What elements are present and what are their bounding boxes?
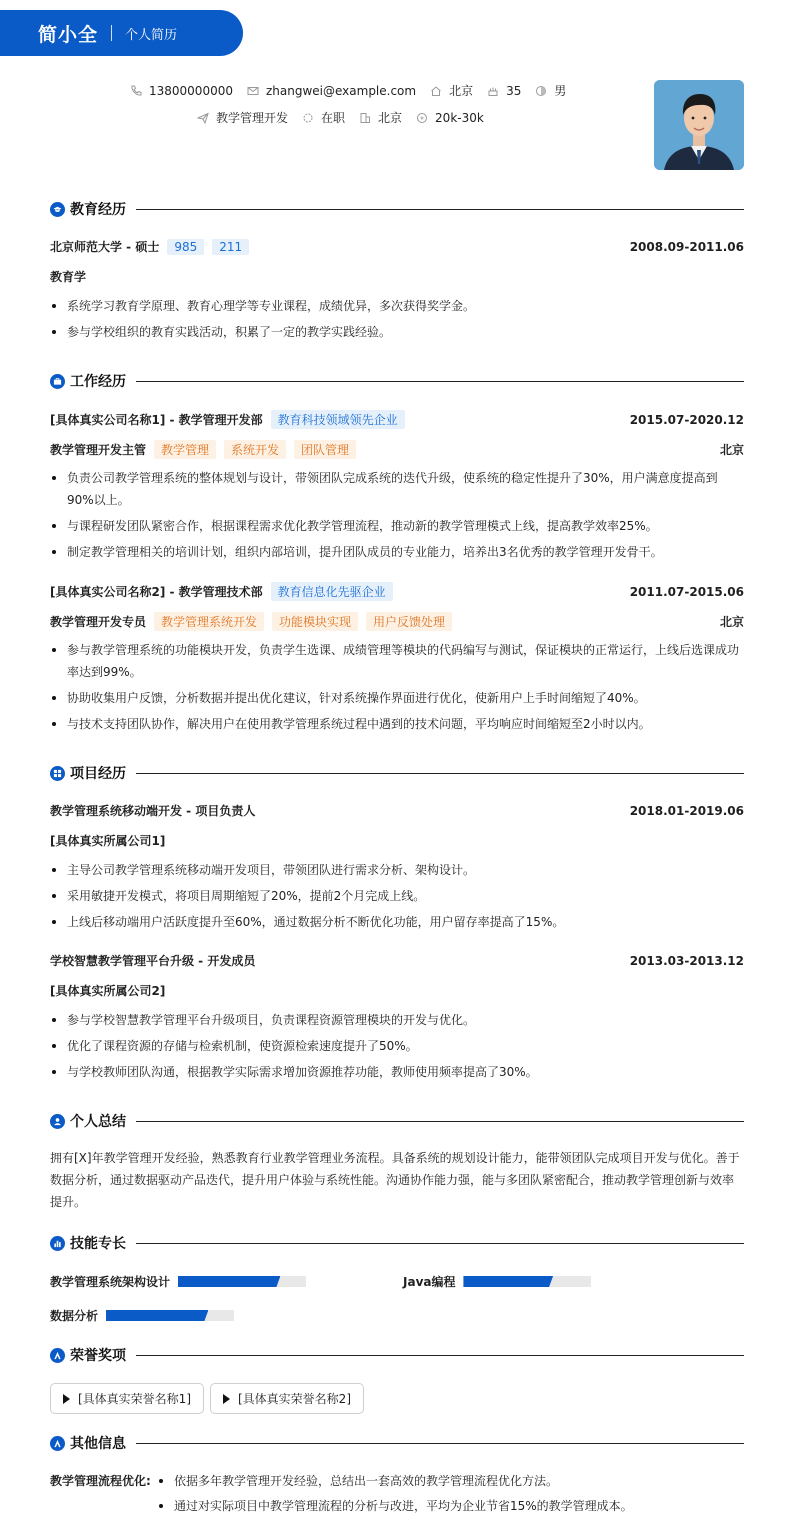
- education-date: 2008.09-2011.06: [629, 239, 744, 254]
- project-title: 教学管理系统移动端开发 - 项目负责人: [50, 804, 256, 818]
- role-tag: 功能模块实现: [272, 612, 358, 631]
- section-title-projects: 项目经历: [70, 766, 126, 782]
- phone-value: 13800000000: [149, 83, 233, 98]
- status-icon: [302, 112, 314, 124]
- section-other: [50, 1434, 744, 1452]
- section-divider: [136, 773, 744, 774]
- contact-row-secondary: [197, 109, 484, 126]
- work-company-header: [50, 582, 744, 601]
- skill-item: [50, 1273, 306, 1290]
- contact-location: [430, 82, 473, 99]
- honor-badge: [210, 1383, 364, 1414]
- skill-bar-fill: [106, 1310, 208, 1321]
- contact-gender: [535, 82, 566, 99]
- location-value: 北京: [449, 84, 474, 98]
- coin-icon: [416, 112, 428, 124]
- section-title-skills: 技能专长: [70, 1236, 126, 1252]
- resume-header-banner: [0, 10, 243, 56]
- phone-icon: [130, 85, 142, 97]
- work-date: 2011.07-2015.06: [629, 584, 744, 599]
- gender-value: 男: [554, 84, 567, 98]
- work-bullet: 制定教学管理相关的培训计划，组织内部培训，提升团队成员的专业能力，培养出3名优秀的教学管理开发骨干。: [50, 541, 744, 563]
- work-bullet: 负责公司教学管理系统的整体规划与设计，带领团队完成系统的迭代升级，使系统的稳定性提升了30%，用户满意度提高到90%以上。: [50, 467, 744, 511]
- section-skills: [50, 1234, 744, 1252]
- section-work: [50, 372, 744, 390]
- project-header: [50, 802, 744, 819]
- other-item: 通过对实际项目中教学管理流程的分析与改进，平均为企业节省15%的教学管理成本。: [157, 1497, 633, 1515]
- job-value: 教学管理开发: [216, 111, 289, 125]
- skill-item: [50, 1307, 234, 1324]
- education-header: [50, 238, 744, 255]
- work-city: 北京: [719, 615, 744, 629]
- section-honors: [50, 1346, 744, 1364]
- project-bullet: 与学校教师团队沟通，根据教学实际需求增加资源推荐功能，教师使用频率提高了30%。: [50, 1061, 744, 1083]
- project-date: 2013.03-2013.12: [629, 953, 744, 968]
- school-tag: 211: [212, 239, 249, 255]
- company-tag: 教育科技领域领先企业: [271, 410, 405, 429]
- graduation-cap-icon: [50, 202, 65, 217]
- work-bullet: 参与教学管理系统的功能模块开发，负责学生选课、成绩管理等模块的代码编写与测试，保证模块的正常运行，上线后选课成功率达到99%。: [50, 639, 744, 683]
- role-tag: 系统开发: [224, 440, 286, 459]
- section-divider: [136, 1443, 744, 1444]
- role-name: 教学管理开发专员: [50, 615, 147, 629]
- resume-subtitle: 个人简历: [125, 27, 178, 43]
- section-title-education: 教育经历: [70, 202, 126, 218]
- contact-row-primary: [130, 82, 566, 99]
- status-value: 在职: [321, 111, 346, 125]
- other-label: 教学管理流程优化:: [50, 1474, 151, 1488]
- briefcase-icon: [50, 374, 65, 389]
- mail-icon: [247, 85, 259, 97]
- summary-text: 拥有[X]年教学管理开发经验，熟悉教育行业教学管理业务流程。具备系统的规划设计能力，能带领团队完成项目开发与优化。善于数据分析，通过数据驱动产品迭代，提升用户体验与系统性能。沟通协作能力强，能与多团队紧密配合，推动教学管理创新与效率提升。: [50, 1151, 740, 1209]
- project-bullet: 上线后移动端用户活跃度提升至60%，通过数据分析不断优化功能，用户留存率提高了15%。: [50, 911, 744, 933]
- company-name: [具体真实公司名称1] - 教学管理开发部: [50, 413, 263, 427]
- work-bullet: 协助收集用户反馈，分析数据并提出优化建议，针对系统操作界面进行优化，使新用户上手时间缩短了40%。: [50, 687, 744, 709]
- section-title-other: 其他信息: [70, 1436, 126, 1452]
- age-value: 35: [506, 83, 522, 98]
- section-summary: [50, 1112, 744, 1130]
- other-item: 依据多年教学管理开发经验，总结出一套高效的教学管理流程优化方法。: [157, 1472, 558, 1490]
- work-role-header: [50, 612, 744, 631]
- honor-name: [具体真实荣誉名称1]: [78, 1392, 191, 1406]
- school-tag: 985: [167, 239, 204, 255]
- cake-icon: [487, 85, 499, 97]
- play-triangle-icon: [223, 1394, 230, 1404]
- project-header: [50, 952, 744, 969]
- role-name: 教学管理开发主管: [50, 443, 147, 457]
- education-major: 教育学: [50, 270, 87, 284]
- building-icon: [359, 112, 371, 124]
- work-bullet: 与课程研发团队紧密合作，根据课程需求优化教学管理流程，推动新的教学管理模式上线，提高教学效率25%。: [50, 515, 744, 537]
- company-name: [具体真实公司名称2] - 教学管理技术部: [50, 585, 263, 599]
- skill-name: Java编程: [403, 1275, 456, 1289]
- role-tag: 用户反馈处理: [366, 612, 452, 631]
- project-bullet: 参与学校智慧教学管理平台升级项目，负责课程资源管理模块的开发与优化。: [50, 1009, 744, 1031]
- skill-bar-fill: [463, 1276, 553, 1287]
- bar-chart-icon: [50, 1236, 65, 1251]
- company-tag: 教育信息化先驱企业: [271, 582, 393, 601]
- contact-age: [487, 84, 521, 98]
- skill-item: [403, 1273, 591, 1290]
- education-bullet: 系统学习教育学原理、教育心理学等专业课程，成绩优异，多次获得奖学金。: [50, 295, 744, 317]
- section-divider: [136, 209, 744, 210]
- play-triangle-icon: [63, 1394, 70, 1404]
- home-icon: [430, 85, 442, 97]
- work-date: 2015.07-2020.12: [629, 412, 744, 427]
- project-date: 2018.01-2019.06: [629, 803, 744, 818]
- section-divider: [136, 381, 744, 382]
- project-bullet: 主导公司教学管理系统移动端开发项目，带领团队进行需求分析、架构设计。: [50, 859, 744, 881]
- role-tag: 教学管理系统开发: [154, 612, 264, 631]
- contact-phone: [130, 84, 233, 98]
- contact-job: [197, 109, 288, 126]
- section-divider: [136, 1121, 744, 1122]
- contact-status: [302, 109, 345, 126]
- candidate-name: 简小全: [38, 23, 99, 46]
- work-city: 北京: [719, 443, 744, 457]
- contact-email: [247, 84, 416, 98]
- grid-icon: [50, 766, 65, 781]
- school-name: 北京师范大学 - 硕士: [50, 240, 160, 254]
- section-title-work: 工作经历: [70, 374, 126, 390]
- skill-name: 数据分析: [50, 1309, 99, 1323]
- user-icon: [50, 1114, 65, 1129]
- project-bullet: 采用敏捷开发模式，将项目周期缩短了20%，提前2个月完成上线。: [50, 885, 744, 907]
- project-company: [具体真实所属公司1]: [50, 834, 166, 848]
- honor-badge: [50, 1383, 204, 1414]
- gender-icon: [535, 85, 547, 97]
- skill-bar-track: [463, 1276, 591, 1287]
- salary-value: 20k-30k: [435, 110, 484, 125]
- send-icon: [197, 112, 209, 124]
- education-bullet: 参与学校组织的教育实践活动，积累了一定的教学实践经验。: [50, 321, 744, 343]
- section-title-summary: 个人总结: [70, 1114, 126, 1130]
- header-divider: [111, 25, 112, 41]
- section-divider: [136, 1243, 744, 1244]
- contact-salary: [416, 111, 484, 125]
- avatar: [654, 80, 744, 170]
- project-bullet: 优化了课程资源的存储与检索机制，使资源检索速度提升了50%。: [50, 1035, 744, 1057]
- skill-bar-fill: [178, 1276, 280, 1287]
- email-value: zhangwei@example.com: [265, 83, 417, 98]
- section-education: [50, 200, 744, 218]
- project-title: 学校智慧教学管理平台升级 - 开发成员: [50, 954, 256, 968]
- contact-city: [359, 109, 402, 126]
- honor-name: [具体真实荣誉名称2]: [238, 1392, 351, 1406]
- section-projects: [50, 764, 744, 782]
- section-divider: [136, 1355, 744, 1356]
- skill-bar-track: [178, 1276, 306, 1287]
- work-role-header: [50, 440, 744, 459]
- info-triangle-icon: [50, 1436, 65, 1451]
- section-title-honors: 荣誉奖项: [70, 1348, 126, 1364]
- trophy-icon: [50, 1348, 65, 1363]
- city-value: 北京: [378, 111, 403, 125]
- role-tag: 团队管理: [294, 440, 356, 459]
- skill-name: 教学管理系统架构设计: [50, 1275, 171, 1289]
- role-tag: 教学管理: [154, 440, 216, 459]
- work-bullet: 与技术支持团队协作，解决用户在使用教学管理系统过程中遇到的技术问题，平均响应时间缩短至2小时以内。: [50, 713, 744, 735]
- work-company-header: [50, 410, 744, 429]
- skill-bar-track: [106, 1310, 234, 1321]
- project-company: [具体真实所属公司2]: [50, 984, 166, 998]
